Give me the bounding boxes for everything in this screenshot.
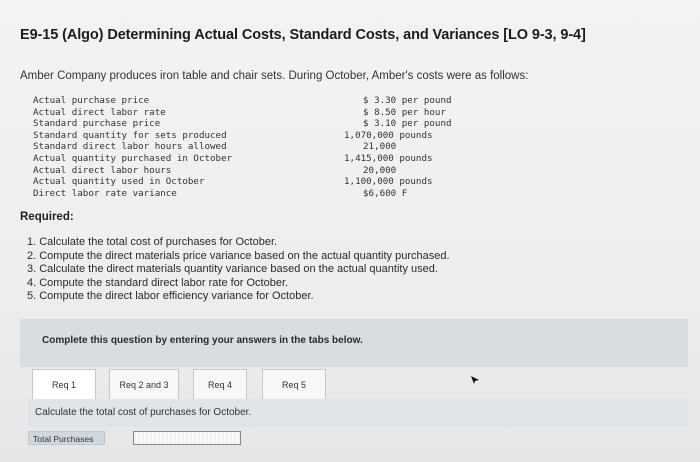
mouse-pointer-icon: [470, 375, 480, 385]
required-heading: Required:: [20, 211, 74, 223]
tab-req-4[interactable]: [193, 369, 247, 399]
intro-text: Amber Company produces iron table and chair sets. During October, Amber's costs were as follows:: [20, 70, 529, 82]
tab-label: Req 5: [281, 379, 307, 390]
data-label: Actual direct labor rate: [33, 106, 166, 118]
tab-content-header: [28, 399, 688, 427]
tab-label: Req 2 and 3: [119, 379, 169, 390]
tab-bar: [32, 369, 339, 399]
data-value: $6,600 F: [363, 187, 408, 199]
data-label: Standard quantity for sets produced: [33, 129, 227, 141]
data-value: 21,000: [363, 141, 397, 153]
list-item: 2. Compute the direct materials price variance based on the actual quantity purchased.: [27, 249, 450, 262]
data-value: 20,000: [363, 164, 397, 176]
list-item: 4. Compute the standard direct labor rate for October.: [27, 276, 289, 289]
data-label: Standard purchase price: [33, 118, 161, 130]
data-label: Standard direct labor hours allowed: [33, 141, 227, 153]
data-value: 1,070,000 pounds: [344, 129, 433, 141]
tab-req-5[interactable]: [262, 369, 326, 399]
data-value: 1,100,000 pounds: [344, 176, 433, 188]
tab-req-1[interactable]: [32, 369, 96, 399]
data-value: 1,415,000 pounds: [344, 152, 433, 164]
list-item: 1. Calculate the total cost of purchases for October.: [27, 236, 278, 248]
tab-label: Req 1: [51, 379, 77, 390]
instruction-text: Complete this question by entering your answers in the tabs below.: [42, 335, 363, 346]
data-label: Actual quantity used in October: [33, 176, 205, 188]
data-label: Actual purchase price: [33, 95, 150, 106]
data-label: Direct labor rate variance: [33, 187, 177, 199]
answer-row: [28, 430, 241, 446]
data-value: $ 8.50 per hour: [363, 106, 446, 118]
data-label: Actual quantity purchased in October: [33, 152, 233, 164]
page-title: E9-15 (Algo) Determining Actual Costs, Standard Costs, and Variances [LO 9-3, 9-4]: [20, 27, 586, 43]
data-value: $ 3.30 per pound: [363, 95, 452, 106]
list-item: 3. Calculate the direct materials quantity variance based on the actual quantity used.: [27, 263, 438, 276]
total-purchases-input[interactable]: [133, 431, 241, 445]
answer-label: Total Purchases: [28, 431, 105, 445]
data-label: Actual direct labor hours: [33, 164, 172, 176]
tab-prompt: Calculate the total cost of purchases for October.: [35, 407, 252, 418]
instruction-banner: [20, 319, 688, 367]
tab-req-2-and-3[interactable]: [109, 369, 179, 399]
required-list: [27, 236, 450, 304]
data-value: $ 3.10 per pound: [363, 118, 452, 130]
list-item: 5. Compute the direct labor efficiency variance for October.: [27, 290, 314, 303]
tab-label: Req 4: [207, 379, 233, 390]
